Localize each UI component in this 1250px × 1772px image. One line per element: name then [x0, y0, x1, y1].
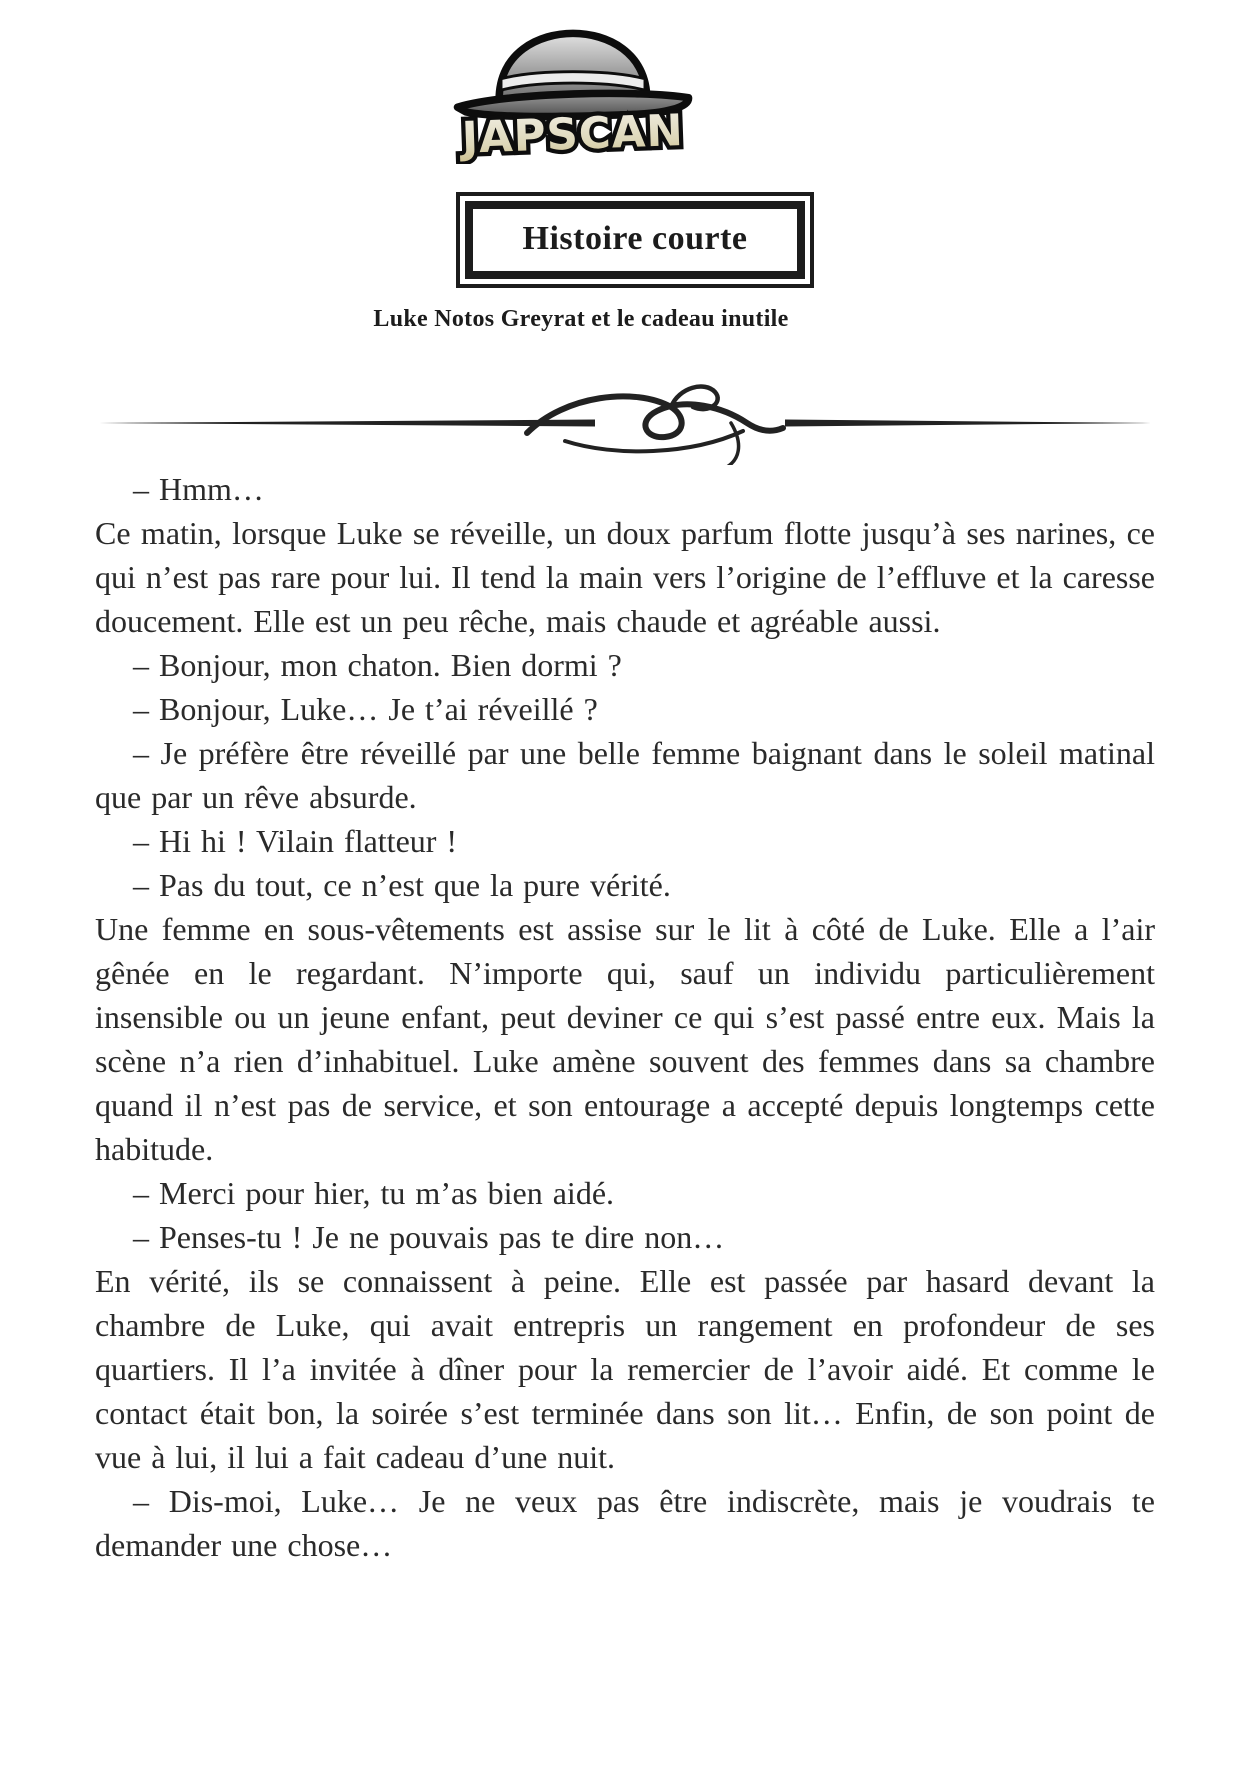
story-text [95, 467, 1155, 1567]
story-paragraph: – Pas du tout, ce n’est que la pure vérité. [133, 867, 671, 903]
story-paragraph: – Dis-moi, Luke… Je ne veux pas être indiscrète, mais je voudrais te demander une chose… [95, 1483, 1155, 1563]
bowler-hat-icon [437, 22, 709, 164]
story-paragraph: – Bonjour, Luke… Je t’ai réveillé ? [133, 691, 598, 727]
story-paragraph: – Hi hi ! Vilain flatteur ! [133, 823, 458, 859]
japscan-logo [437, 22, 709, 164]
story-paragraph: – Bonjour, mon chaton. Bien dormi ? [133, 647, 622, 683]
story-paragraph: – Merci pour hier, tu m’as bien aidé. [133, 1175, 615, 1211]
story-paragraph: – Penses-tu ! Je ne pouvais pas te dire non… [133, 1219, 725, 1255]
story-paragraph: En vérité, ils se connaissent à peine. Elle est passée par hasard devant la chambre de Luke, qui avait entrepris un rangement en profondeur de ses quartiers. Il l’a invitée à dîner pour la remercier de l’avoir aidé. Et comme le contact était bon, la soirée s’est terminée dans son lit… Enfin, de son point de vue à lui, il lui a fait cadeau d’une nuit. [95, 1263, 1155, 1475]
title-box [456, 192, 814, 288]
story-paragraph: – Hmm… [133, 471, 264, 507]
page-header [0, 0, 1250, 333]
ornamental-divider [95, 379, 1155, 465]
page-title: Histoire courte [522, 220, 748, 257]
story-paragraph: Ce matin, lorsque Luke se réveille, un doux parfum flotte jusqu’à ses narines, ce qui n’est pas rare pour lui. Il tend la main vers l’origine de l’effluve et la caresse doucement. Elle est un peu rêche, mais chaude et agréable aussi. [95, 515, 1155, 639]
flourish-divider-icon [95, 379, 1155, 465]
chapter-subtitle: Luke Notos Greyrat et le cadeau inutile [373, 306, 789, 332]
story-paragraphs [95, 467, 1155, 1567]
story-paragraph: Une femme en sous-vêtements est assise sur le lit à côté de Luke. Elle a l’air gênée en le regardant. N’importe qui, sauf un individu particulièrement insensible ou un jeune enfant, peut deviner ce qui s’est passé entre eux. Mais la scène n’a rien d’inhabituel. Luke amène souvent des femmes dans sa chambre quand il n’est pas de service, et son entourage a accepté depuis longtemps cette habitude. [95, 911, 1155, 1167]
japscan-wordmark: JAPSCAN [461, 106, 685, 164]
story-paragraph: – Je préfère être réveillé par une belle femme baignant dans le soleil matinal que par un rêve absurde. [95, 735, 1155, 815]
title-box-inner [465, 201, 805, 279]
